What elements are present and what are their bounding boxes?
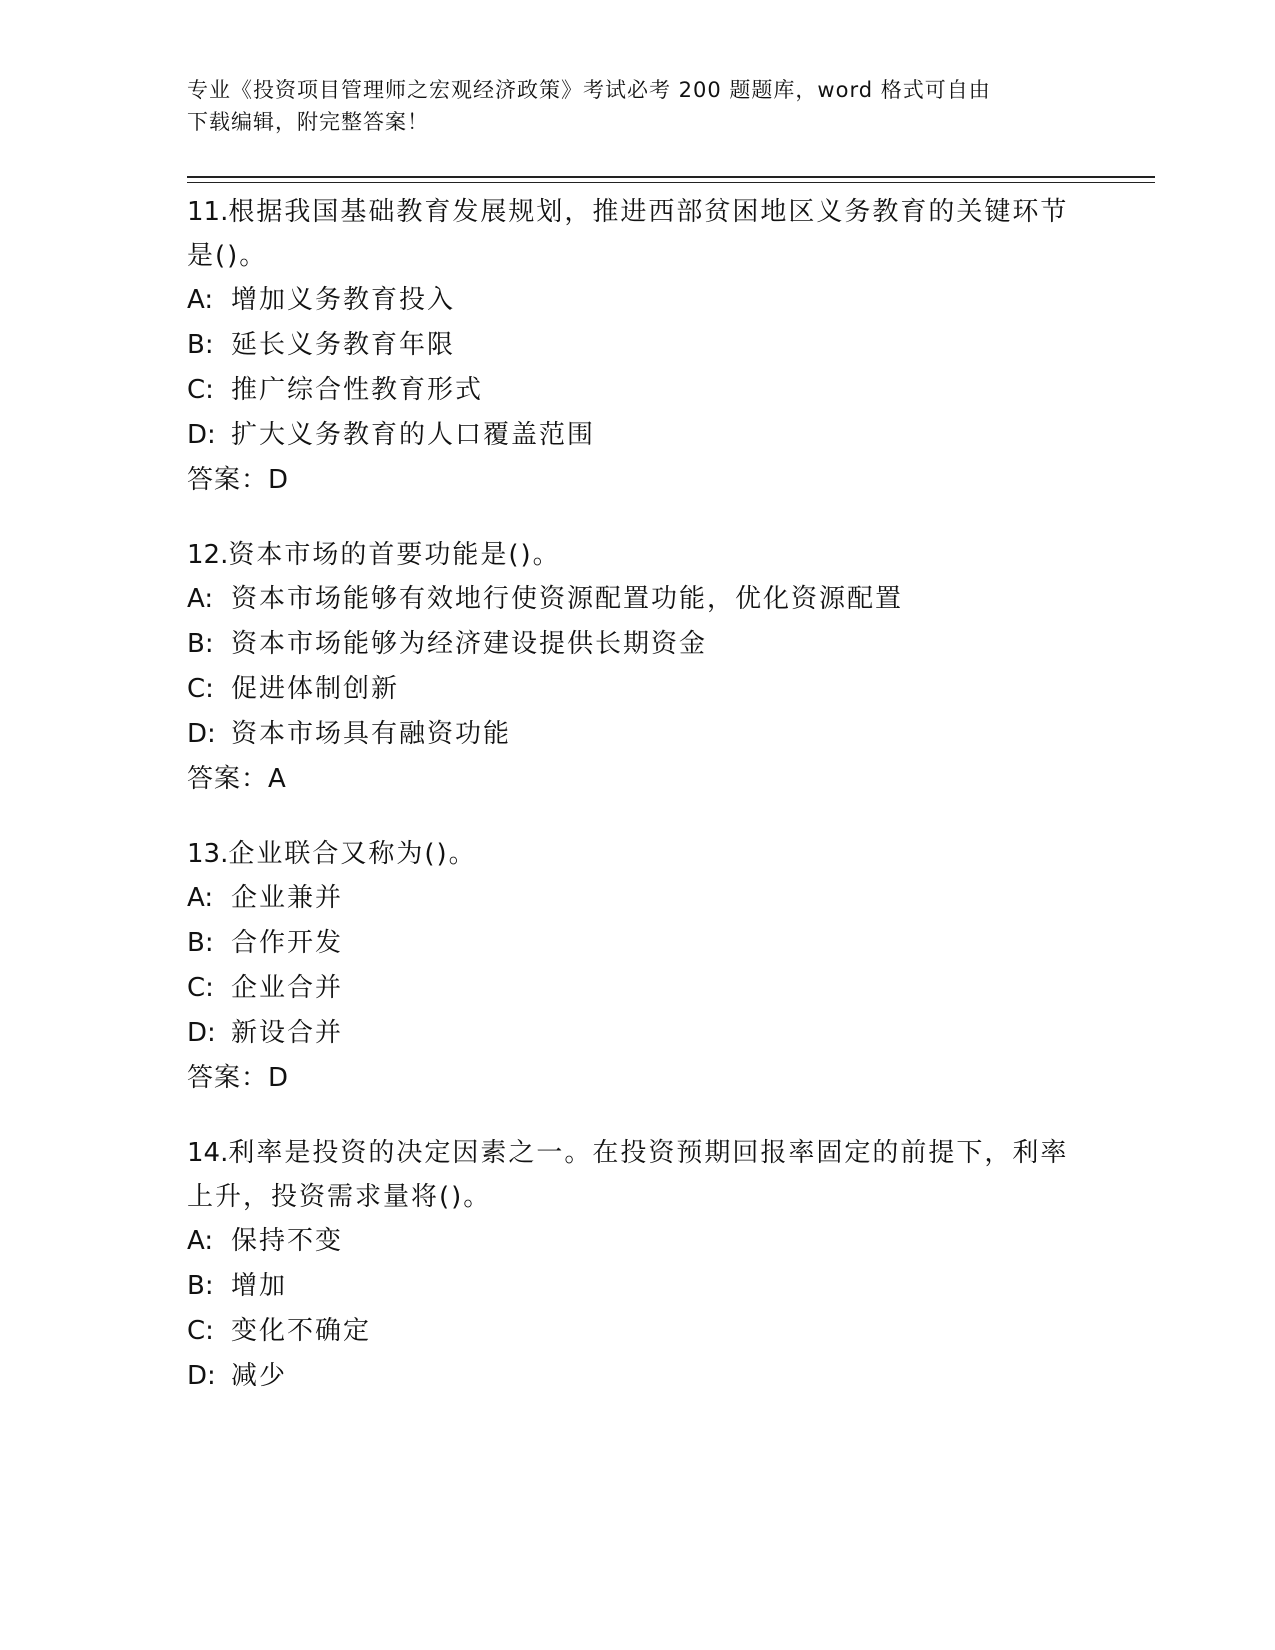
question-text: 企业联合又称为()。: [228, 839, 477, 869]
option-a: [187, 1219, 1087, 1264]
option-c: [187, 1309, 1087, 1354]
option-letter: B:: [187, 330, 214, 360]
option-b: [187, 1264, 1087, 1309]
option-text: 保持不变: [231, 1226, 344, 1256]
option-a: [187, 577, 1087, 622]
option-letter: A:: [187, 584, 214, 614]
option-text: 变化不确定: [231, 1316, 372, 1346]
option-text: 资本市场能够有效地行使资源配置功能，优化资源配置: [231, 584, 904, 614]
question-list: [187, 190, 1087, 1429]
option-letter: C:: [187, 674, 214, 704]
option-letter: B:: [187, 928, 214, 958]
question-number: 13.: [187, 839, 229, 869]
option-c: [187, 368, 1087, 413]
option-d: [187, 413, 1087, 458]
option-text: 企业合并: [231, 973, 344, 1003]
option-d: [187, 1354, 1087, 1399]
option-text: 推广综合性教育形式: [231, 375, 484, 405]
option-text: 扩大义务教育的人口覆盖范围: [231, 420, 596, 450]
option-letter: D:: [187, 1361, 216, 1391]
option-c: [187, 667, 1087, 712]
option-d: [187, 1011, 1087, 1056]
option-c: [187, 966, 1087, 1011]
header-rule-thick: [187, 176, 1155, 178]
question-14: [187, 1131, 1087, 1399]
question-11: [187, 190, 1087, 503]
option-text: 延长义务教育年限: [231, 330, 456, 360]
option-letter: A:: [187, 883, 214, 913]
option-letter: D:: [187, 719, 216, 749]
option-a: [187, 278, 1087, 323]
question-number: 12.: [187, 540, 229, 570]
header-line-2: 下载编辑，附完整答案！: [187, 110, 429, 134]
option-text: 增加: [231, 1271, 288, 1301]
option-letter: A:: [187, 285, 214, 315]
question-text: 资本市场的首要功能是()。: [228, 540, 561, 570]
question-number: 11.: [187, 197, 229, 227]
question-number: 14.: [187, 1138, 229, 1168]
answer-line: 答案：D: [187, 1063, 290, 1093]
option-d: [187, 712, 1087, 757]
header-rule-thin: [187, 182, 1155, 183]
question-stem: [187, 190, 1077, 278]
question-text: 根据我国基础教育发展规划，推进西部贫困地区义务教育的关键环节是()。: [187, 197, 1069, 271]
option-text: 资本市场能够为经济建设提供长期资金: [231, 629, 708, 659]
option-b: [187, 921, 1087, 966]
option-text: 合作开发: [231, 928, 344, 958]
option-b: [187, 622, 1087, 667]
question-13: [187, 832, 1087, 1101]
option-letter: C:: [187, 973, 214, 1003]
option-a: [187, 876, 1087, 921]
option-letter: A:: [187, 1226, 214, 1256]
option-letter: B:: [187, 1271, 214, 1301]
option-letter: C:: [187, 375, 214, 405]
option-letter: D:: [187, 1018, 216, 1048]
option-b: [187, 323, 1087, 368]
question-stem: [187, 1131, 1077, 1219]
header-line-1: 专业《投资项目管理师之宏观经济政策》考试必考 200 题题库，word 格式可自由: [187, 78, 991, 102]
option-text: 新设合并: [231, 1018, 344, 1048]
option-text: 增加义务教育投入: [231, 285, 456, 315]
option-letter: B:: [187, 629, 214, 659]
option-letter: C:: [187, 1316, 214, 1346]
answer-line: 答案：A: [187, 764, 287, 794]
answer-line: 答案：D: [187, 465, 290, 495]
option-text: 资本市场具有融资功能: [231, 719, 512, 749]
document-header: [187, 74, 1077, 138]
option-text: 促进体制创新: [231, 674, 400, 704]
question-12: [187, 533, 1087, 802]
question-stem: [187, 832, 1077, 876]
option-letter: D:: [187, 420, 216, 450]
option-text: 企业兼并: [231, 883, 344, 913]
question-text: 利率是投资的决定因素之一。在投资预期回报率固定的前提下，利率上升，投资需求量将()。: [187, 1138, 1069, 1212]
option-text: 减少: [231, 1361, 288, 1391]
question-stem: [187, 533, 1077, 577]
